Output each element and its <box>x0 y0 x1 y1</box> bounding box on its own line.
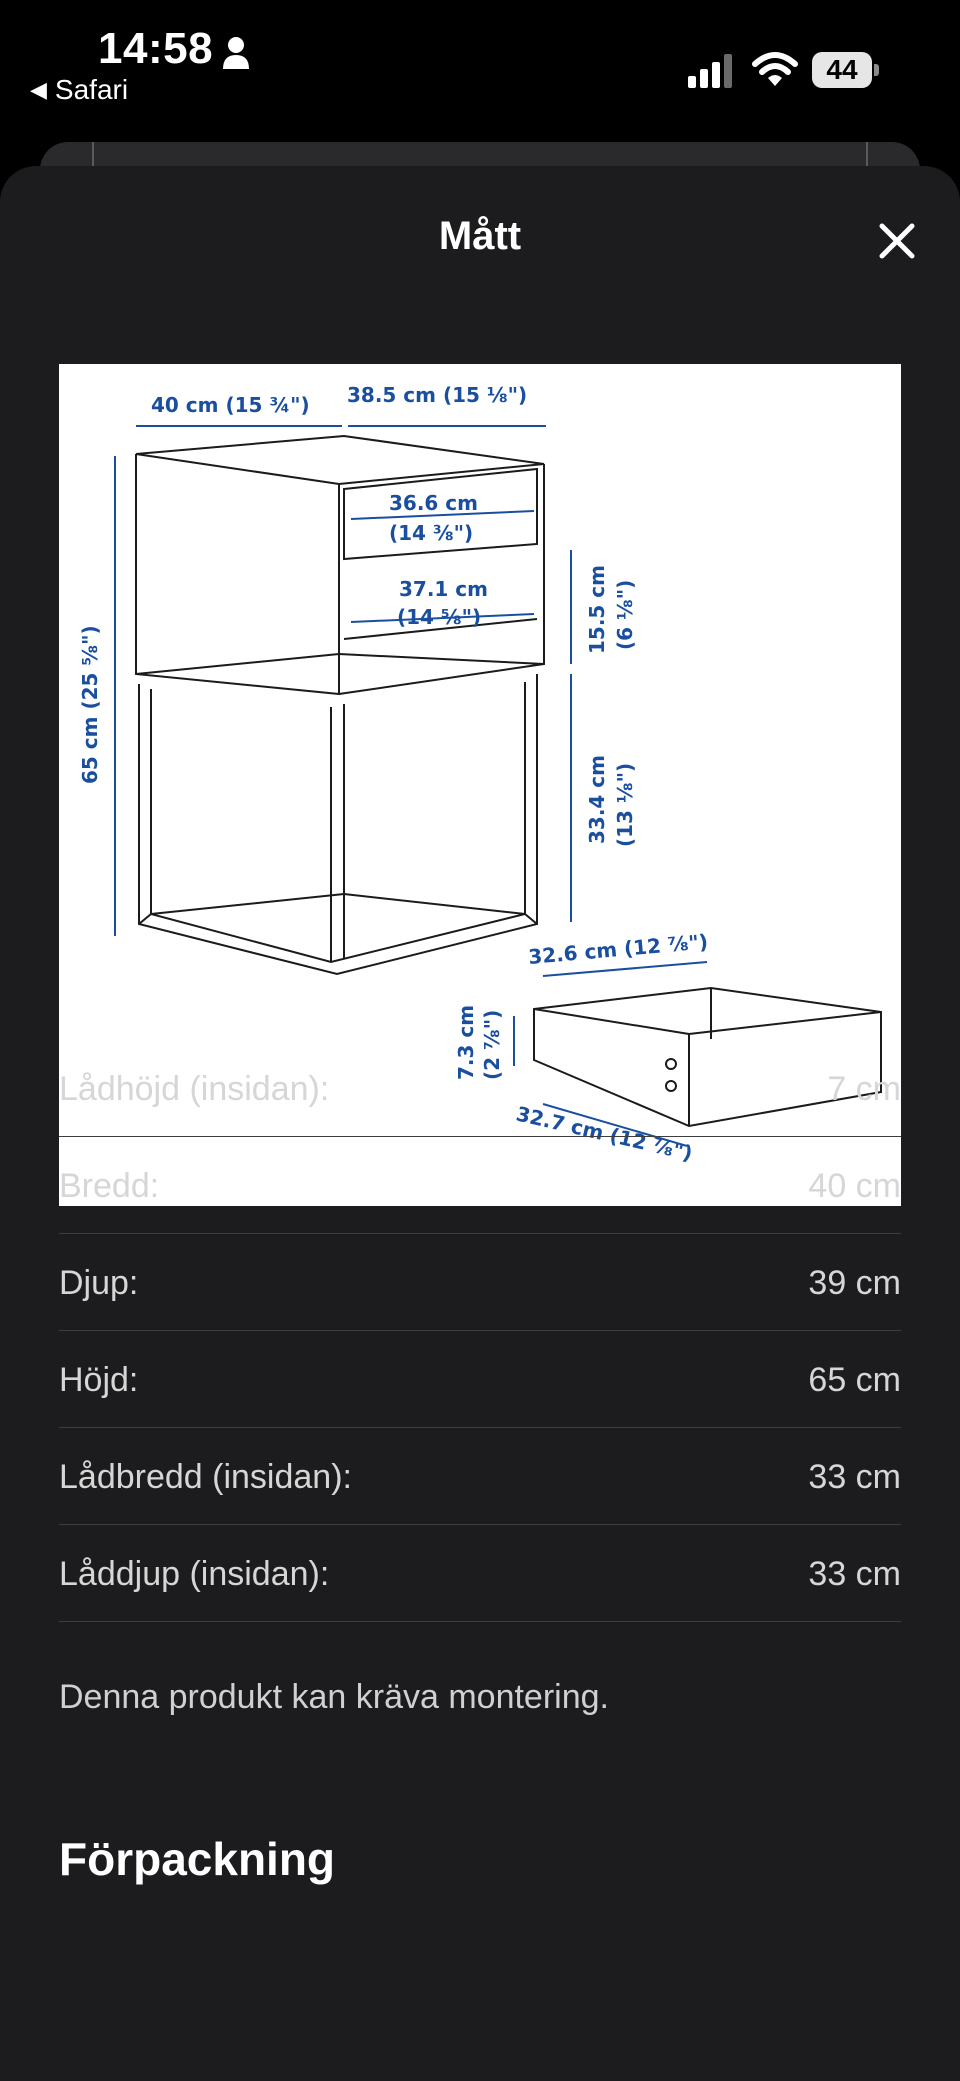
dim-total-height: 65 cm (25 ⅝") <box>78 625 102 784</box>
dim-shelf-width-in: (14 ⅝") <box>397 605 482 629</box>
person-icon <box>222 36 250 70</box>
spec-value: 39 cm <box>808 1264 901 1302</box>
dim-lower-height-in: (13 ⅛") <box>613 762 637 847</box>
spec-value: 65 cm <box>808 1361 901 1399</box>
spec-row-drawer-depth <box>59 1525 901 1622</box>
spec-label: Låddjup (insidan): <box>59 1555 330 1593</box>
status-bar <box>0 0 960 140</box>
spec-value: 33 cm <box>808 1458 901 1496</box>
specs-list <box>59 1040 901 1622</box>
battery-percent: 44 <box>826 54 858 85</box>
dim-drawer-opening-height-in: (6 ⅛") <box>613 579 637 650</box>
spec-label: Djup: <box>59 1264 139 1302</box>
dim-drawer-depth: 32.7 cm (12 ⅞") <box>513 1101 695 1166</box>
spec-row-depth <box>59 1234 901 1331</box>
close-icon[interactable] <box>872 216 922 266</box>
spec-row-width <box>59 1137 901 1234</box>
dim-drawer-front-width-in: (14 ⅜") <box>389 521 474 545</box>
spec-value: 33 cm <box>808 1555 901 1593</box>
spec-value: 40 cm <box>808 1167 901 1205</box>
dim-shelf-width-cm: 37.1 cm <box>399 577 489 601</box>
dim-drawer-height-cm: 7.3 cm <box>454 1004 478 1080</box>
wifi-icon <box>752 50 798 88</box>
packaging-heading[interactable]: Förpackning <box>59 1833 336 1885</box>
assembly-note: Denna produkt kan kräva montering. <box>59 1678 609 1716</box>
spec-row-drawer-height <box>59 1040 901 1137</box>
spec-label: Höjd: <box>59 1361 139 1399</box>
spec-label: Lådhöjd (insidan): <box>59 1070 330 1108</box>
dim-drawer-height-in: (2 ⅞") <box>480 1009 504 1080</box>
dim-drawer-inner-width: 32.6 cm (12 ⅞") <box>527 929 709 969</box>
dim-depth-top: 38.5 cm (15 ⅛") <box>347 383 528 407</box>
spec-label: Bredd: <box>59 1167 160 1205</box>
spec-row-drawer-width <box>59 1428 901 1525</box>
spec-value: 7 cm <box>827 1070 901 1108</box>
signal-icon <box>688 54 734 88</box>
back-to-safari-link[interactable] <box>30 74 128 106</box>
sheet-title: Mått <box>438 214 522 258</box>
dim-drawer-opening-height-cm: 15.5 cm <box>585 564 609 654</box>
battery-icon <box>812 52 878 88</box>
dim-width-top: 40 cm (15 ¾") <box>151 393 310 417</box>
spec-row-height <box>59 1331 901 1428</box>
back-to-safari-label: Safari <box>54 74 129 105</box>
spec-label: Lådbredd (insidan): <box>59 1458 352 1496</box>
back-triangle-icon: ◀ <box>30 77 47 102</box>
dim-drawer-front-width-cm: 36.6 cm <box>389 491 479 515</box>
status-time: 14:58 <box>98 24 214 73</box>
dim-lower-height-cm: 33.4 cm <box>585 754 609 844</box>
